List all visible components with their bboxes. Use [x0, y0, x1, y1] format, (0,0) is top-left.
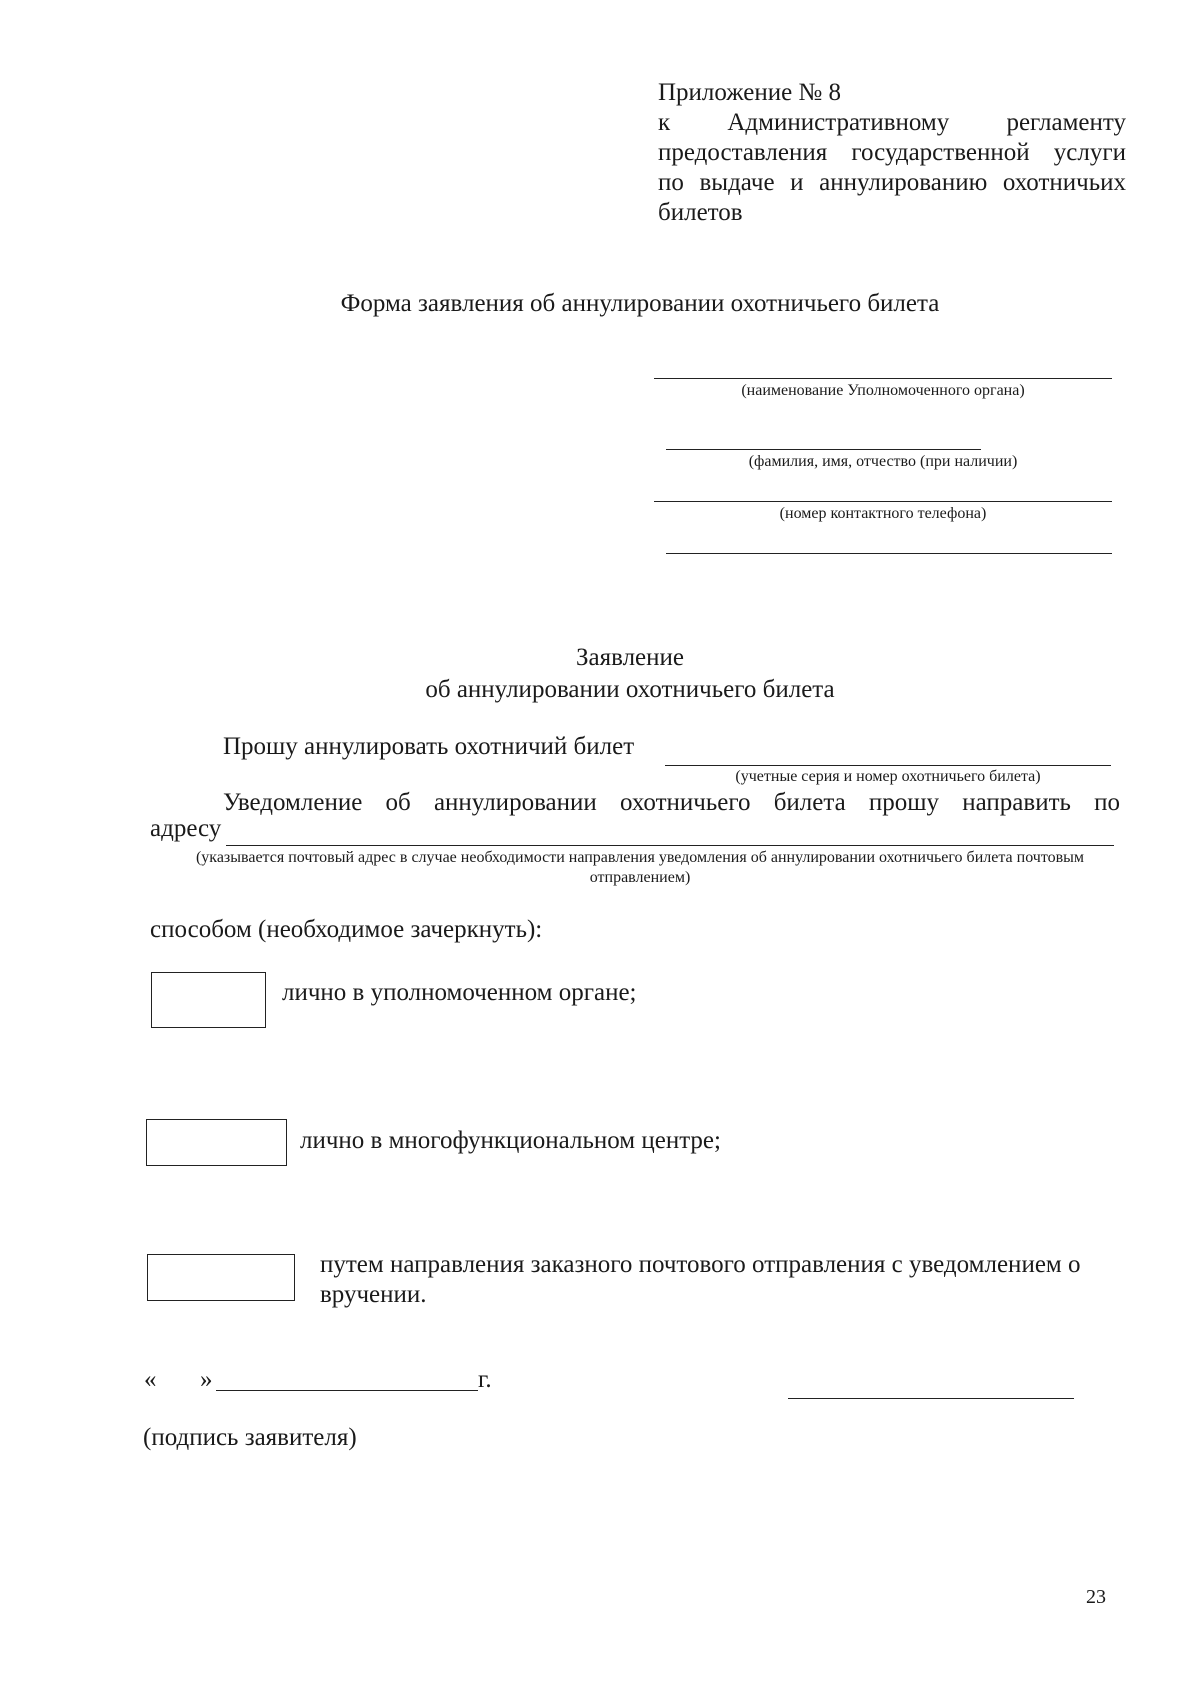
statement-title-line-2: об аннулировании охотничьего билета: [425, 676, 835, 703]
ticket-caption: (учетные серия и номер охотничьего билета): [735, 768, 1041, 785]
year-suffix: г.: [478, 1366, 492, 1393]
option-checkbox-mfc[interactable]: [146, 1119, 287, 1166]
statement-title: [380, 642, 880, 706]
applicant-name-caption: (фамилия, имя, отчество (при наличии): [748, 453, 1018, 470]
option-checkbox-authority[interactable]: [151, 972, 266, 1028]
appendix-line-2: к Административному регламенту: [658, 109, 1126, 136]
option-label-post: путем направления заказного почтового отправления с уведомлением о вручении.: [320, 1251, 1081, 1308]
date-open-quote: «: [144, 1366, 157, 1393]
notice-text: Уведомление об аннулировании охотничьего билета прошу направить по: [223, 789, 1120, 816]
method-label: способом (необходимое зачеркнуть):: [150, 916, 543, 943]
phone-caption: (номер контактного телефона): [779, 505, 987, 522]
applicant-name-line[interactable]: [666, 449, 981, 450]
authority-name-line[interactable]: [654, 378, 1112, 379]
address-label: адресу: [150, 815, 222, 842]
appendix-line-4: по выдаче и аннулированию охотничьих: [658, 169, 1126, 196]
appendix-line-3: предоставления государственной услуги: [658, 139, 1126, 166]
phone-line[interactable]: [654, 501, 1112, 502]
option-label-mfc: лично в многофункциональном центре;: [300, 1127, 721, 1154]
statement-title-line-1: Заявление: [575, 644, 685, 671]
option-label-authority: лично в уполномоченном органе;: [282, 979, 637, 1006]
appendix-header: [658, 78, 1126, 228]
address-line[interactable]: [226, 845, 1114, 846]
page-number: 23: [1086, 1586, 1106, 1608]
form-title: Форма заявления об аннулировании охотничьего билета: [340, 290, 940, 317]
signature-line[interactable]: [788, 1398, 1074, 1399]
request-text: Прошу аннулировать охотничий билет: [223, 733, 635, 760]
appendix-line-5: билетов: [658, 199, 743, 226]
extra-line[interactable]: [666, 553, 1112, 554]
ticket-number-line[interactable]: [665, 765, 1111, 766]
address-caption: (указывается почтовый адрес в случае необходимости направления уведомления об аннулировании охотничьего билета почтовым отправлением): [195, 849, 1085, 886]
date-close-quote: »: [200, 1366, 213, 1393]
signature-caption: (подпись заявителя): [143, 1424, 357, 1451]
option-checkbox-post[interactable]: [147, 1254, 295, 1301]
appendix-number: Приложение № 8: [658, 79, 842, 106]
authority-caption: (наименование Уполномоченного органа): [741, 382, 1025, 399]
date-line[interactable]: [216, 1390, 478, 1391]
